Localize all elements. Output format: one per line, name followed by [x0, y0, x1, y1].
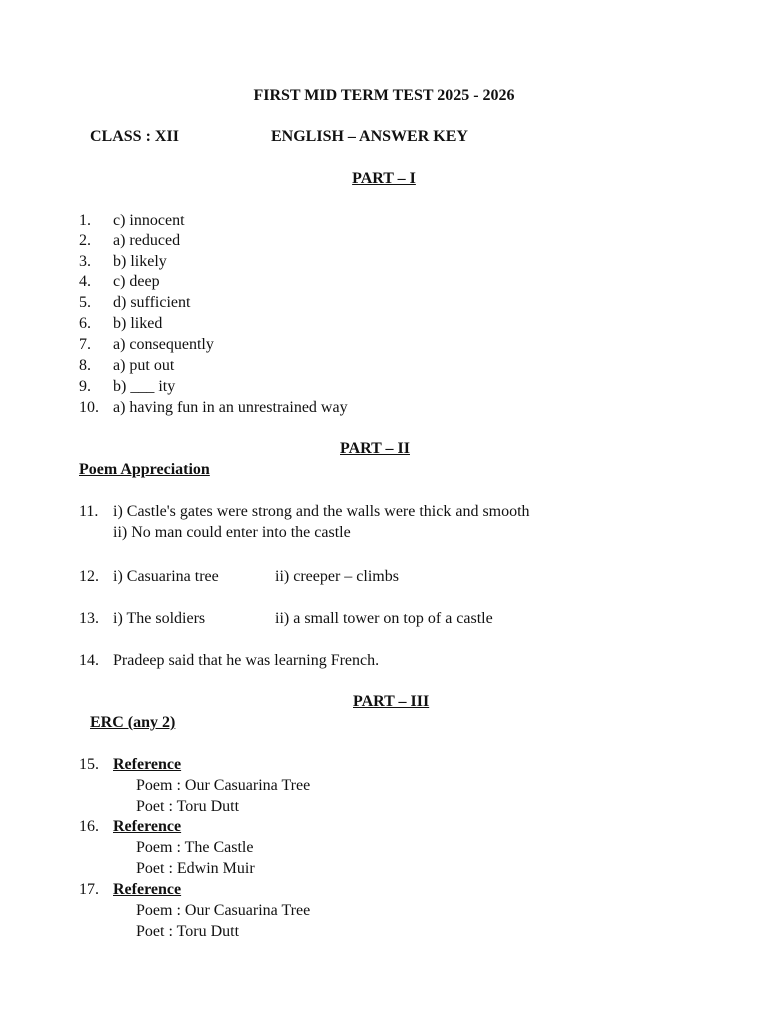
question-number: 16.	[79, 818, 99, 835]
part2-heading: PART – II	[340, 440, 410, 457]
list-item-number: 4.	[79, 273, 91, 290]
subject-label: ENGLISH – ANSWER KEY	[271, 128, 468, 145]
erc-heading: ERC (any 2)	[90, 714, 176, 731]
list-item-number: 2.	[79, 232, 91, 249]
list-item-number: 3.	[79, 253, 91, 270]
list-item-number: 1.	[79, 212, 91, 229]
question-number: 14.	[79, 652, 99, 669]
question-number: 13.	[79, 610, 99, 627]
question-number: 15.	[79, 756, 99, 773]
list-item-answer: b) ___ ity	[113, 378, 176, 395]
list-item-answer: a) reduced	[113, 232, 181, 249]
list-item-number: 7.	[79, 336, 91, 353]
poem-line: Poem : Our Casuarina Tree	[136, 777, 311, 794]
reference-label: Reference	[113, 756, 182, 773]
list-item-number: 6.	[79, 315, 91, 332]
question-number: 17.	[79, 881, 99, 898]
answer-part-b: ii) creeper – climbs	[275, 568, 399, 585]
poem-line: Poem : The Castle	[136, 839, 254, 856]
list-item-answer: b) liked	[113, 315, 163, 332]
question-number: 11.	[79, 503, 99, 520]
poem-line: Poem : Our Casuarina Tree	[136, 902, 311, 919]
poet-line: Poet : Edwin Muir	[136, 860, 255, 877]
class-label: CLASS : XII	[90, 128, 179, 145]
answer-part-b: ii) a small tower on top of a castle	[275, 610, 493, 627]
answer-part-a: i) Casuarina tree	[113, 568, 219, 585]
list-item-answer: d) sufficient	[113, 294, 191, 311]
reference-label: Reference	[113, 881, 182, 898]
answer-line: i) Castle's gates were strong and the walls were thick and smooth	[113, 503, 530, 520]
answer-line: Pradeep said that he was learning French.	[113, 652, 380, 669]
answer-line: ii) No man could enter into the castle	[113, 524, 351, 541]
list-item-number: 10.	[79, 399, 99, 416]
list-item-answer: c) innocent	[113, 212, 185, 229]
list-item-answer: a) having fun in an unrestrained way	[113, 399, 348, 416]
poem-appreciation-heading: Poem Appreciation	[79, 461, 210, 478]
list-item-answer: b) likely	[113, 253, 167, 270]
list-item-answer: c) deep	[113, 273, 160, 290]
poet-line: Poet : Toru Dutt	[136, 798, 240, 815]
list-item-answer: a) consequently	[113, 336, 214, 353]
list-item-answer: a) put out	[113, 357, 175, 374]
question-number: 12.	[79, 568, 99, 585]
answer-part-a: i) The soldiers	[113, 610, 206, 627]
part3-heading: PART – III	[353, 693, 430, 710]
part1-heading: PART – I	[352, 170, 416, 187]
list-item-number: 5.	[79, 294, 91, 311]
list-item-number: 9.	[79, 378, 91, 395]
list-item-number: 8.	[79, 357, 91, 374]
poet-line: Poet : Toru Dutt	[136, 923, 240, 940]
test-title: FIRST MID TERM TEST 2025 - 2026	[253, 87, 515, 104]
reference-label: Reference	[113, 818, 182, 835]
